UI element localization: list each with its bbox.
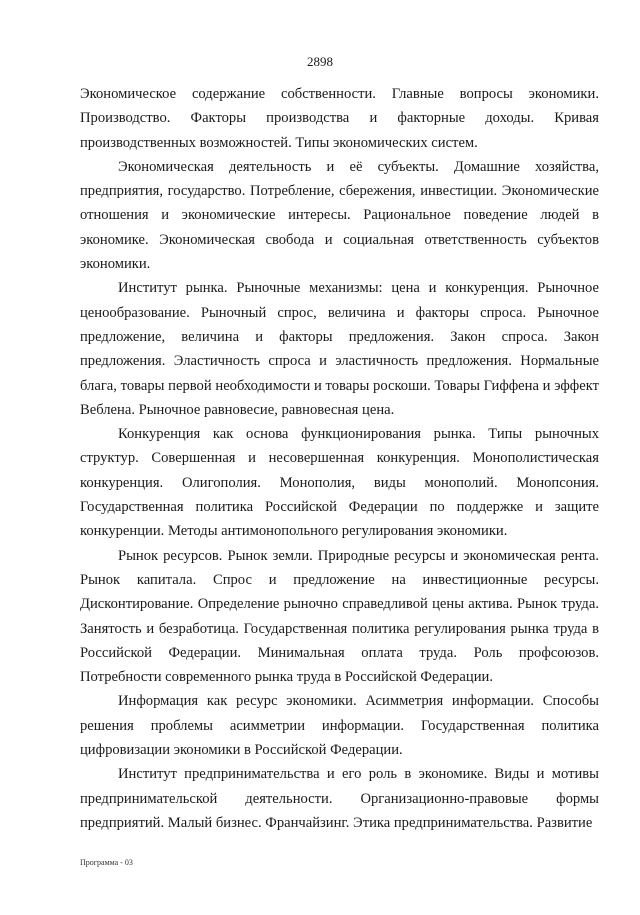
paragraph: Экономическое содержание собственности. Главные вопросы экономики. Производство. Факторы производства и факторные доходы. Кривая производственных возможностей. Типы экономических систем. [80, 86, 599, 151]
paragraph: Рынок ресурсов. Рынок земли. Природные ресурсы и экономическая рента. Рынок капитала. Спрос и предложение на инвестиционные ресурсы. Дисконтирование. Определение рыночно справедливой цены актива. Рынок труда. Занятость и безработица. Государственная политика регулирования рынка труда в Российской Федерации. Минимальная оплата труда. Роль профсоюзов. Потребности современного рынка труда в Российской Федерации. [80, 547, 599, 686]
paragraph: Институт предпринимательства и его роль в экономике. Виды и мотивы предпринимательской деятельности. Организационно-правовые формы предприятий. Малый бизнес. Франчайзинг. Этика предпринимательства. Развитие [80, 766, 599, 831]
body-text [80, 82, 599, 835]
paragraph: Институт рынка. Рыночные механизмы: цена и конкуренция. Рыночное ценообразование. Рыночный спрос, величина и факторы спроса. Рыночное предложение, величина и факторы предложения. Закон спроса. Закон предложения. Эластичность спроса и эластичность предложения. Нормальные блага, товары первой необходимости и товары роскоши. Товары Гиффена и эффект Веблена. Рыночное равновесие, равновесная цена. [80, 280, 599, 418]
footer-label: Программа - 03 [80, 858, 133, 867]
paragraph: Информация как ресурс экономики. Асимметрия информации. Способы решения проблемы асимметрии информации. Государственная политика цифровизации экономики в Российской Федерации. [80, 693, 599, 759]
paragraph: Экономическая деятельность и её субъекты. Домашние хозяйства, предприятия, государство. Потребление, сбережения, инвестиции. Экономические отношения и экономические интересы. Рациональное поведение людей в экономике. Экономическая свобода и социальная ответственность субъектов экономики. [80, 158, 599, 273]
paragraph: Конкуренция как основа функционирования рынка. Типы рыночных структур. Совершенная и несовершенная конкуренция. Монополистическая конкуренция. Олигополия. Монополия, виды монополий. Монопсония. Государственная политика Российской Федерации по поддержке и защите конкуренции. Методы антимонопольного регулирования экономики. [80, 426, 599, 540]
page-number: 2898 [307, 54, 333, 69]
